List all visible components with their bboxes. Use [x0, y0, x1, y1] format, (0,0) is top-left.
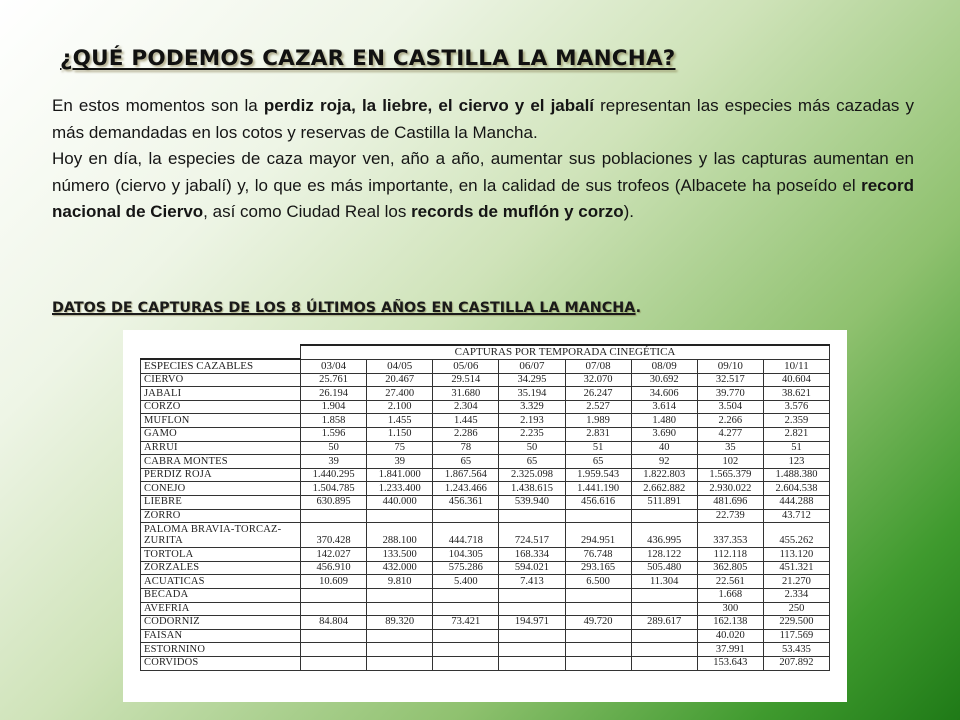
species-name-cell: GAMO	[141, 428, 301, 442]
capture-value-cell: 3.690	[631, 428, 697, 442]
capture-value-cell	[631, 629, 697, 643]
capture-value-cell: 362.805	[697, 561, 763, 575]
capture-value-cell	[301, 589, 367, 603]
capture-value-cell	[367, 589, 433, 603]
paragraph-2-text-b: , así como Ciudad Real los	[203, 202, 412, 221]
capture-value-cell: 26.247	[565, 387, 631, 401]
capture-value-cell: 1.488.380	[763, 468, 829, 482]
capture-value-cell: 40	[631, 441, 697, 455]
capture-value-cell	[367, 643, 433, 657]
capture-value-cell: 51	[763, 441, 829, 455]
capture-value-cell: 1.858	[301, 414, 367, 428]
species-name-cell: CABRA MONTES	[141, 455, 301, 469]
species-name-cell: TORTOLA	[141, 548, 301, 562]
capture-value-cell: 370.428	[301, 523, 367, 548]
capture-value-cell: 2.286	[433, 428, 499, 442]
capture-value-cell: 40.020	[697, 629, 763, 643]
capture-value-cell	[367, 656, 433, 670]
capture-value-cell: 194.971	[499, 616, 565, 630]
season-header: 03/04	[301, 359, 367, 373]
capture-value-cell: 142.027	[301, 548, 367, 562]
capture-value-cell: 112.118	[697, 548, 763, 562]
capture-value-cell: 2.662.882	[631, 482, 697, 496]
paragraph-2-text-a: Hoy en día, la especies de caza mayor ven, año a año, aumentar sus poblaciones y las capturas aumentan en número (ciervo y jabalí) y, lo que es más importante, en la calidad de sus trofeos (Albacete ha poseído el	[52, 149, 914, 195]
capture-value-cell: 26.194	[301, 387, 367, 401]
capture-value-cell: 294.951	[565, 523, 631, 548]
capture-value-cell: 456.910	[301, 561, 367, 575]
capture-value-cell	[301, 602, 367, 616]
table-row	[141, 548, 830, 562]
capture-value-cell: 34.606	[631, 387, 697, 401]
capture-value-cell: 575.286	[433, 561, 499, 575]
paragraph-1	[52, 93, 914, 146]
table-row	[141, 373, 830, 387]
capture-value-cell: 1.233.400	[367, 482, 433, 496]
paragraph-2-text-c: ).	[623, 202, 634, 221]
table-row	[141, 629, 830, 643]
capture-value-cell: 51	[565, 441, 631, 455]
season-header: 09/10	[697, 359, 763, 373]
species-name-cell: CODORNIZ	[141, 616, 301, 630]
capture-value-cell: 594.021	[499, 561, 565, 575]
capture-value-cell: 21.270	[763, 575, 829, 589]
capture-value-cell: 1.441.190	[565, 482, 631, 496]
capture-value-cell: 10.609	[301, 575, 367, 589]
capture-value-cell: 1.822.803	[631, 468, 697, 482]
table-body	[141, 373, 830, 670]
capture-value-cell: 39	[301, 455, 367, 469]
capture-value-cell: 2.193	[499, 414, 565, 428]
species-name-cell: PERDIZ ROJA	[141, 468, 301, 482]
capture-value-cell: 481.696	[697, 496, 763, 510]
capture-value-cell	[631, 643, 697, 657]
capture-value-cell: 455.262	[763, 523, 829, 548]
capture-value-cell	[565, 629, 631, 643]
capture-value-cell: 27.400	[367, 387, 433, 401]
capture-value-cell: 444.718	[433, 523, 499, 548]
species-name-cell: CORVIDOS	[141, 656, 301, 670]
capture-value-cell: 2.604.538	[763, 482, 829, 496]
capture-value-cell: 451.321	[763, 561, 829, 575]
table-row	[141, 523, 830, 548]
capture-value-cell: 1.243.466	[433, 482, 499, 496]
capture-value-cell: 133.500	[367, 548, 433, 562]
table-group-header: CAPTURAS POR TEMPORADA CINEGÉTICA	[301, 345, 830, 359]
capture-value-cell: 2.325.098	[499, 468, 565, 482]
table-row	[141, 455, 830, 469]
capture-value-cell: 38.621	[763, 387, 829, 401]
capture-value-cell: 456.616	[565, 496, 631, 510]
capture-value-cell: 6.500	[565, 575, 631, 589]
capture-value-cell: 162.138	[697, 616, 763, 630]
capture-value-cell	[631, 589, 697, 603]
capture-value-cell: 2.359	[763, 414, 829, 428]
capture-value-cell: 432.000	[367, 561, 433, 575]
species-name-cell: MUFLON	[141, 414, 301, 428]
capture-value-cell: 511.891	[631, 496, 697, 510]
capture-value-cell: 39.770	[697, 387, 763, 401]
capture-value-cell: 289.617	[631, 616, 697, 630]
season-header: 05/06	[433, 359, 499, 373]
capture-value-cell: 1.445	[433, 414, 499, 428]
capture-value-cell: 76.748	[565, 548, 631, 562]
capture-value-cell	[499, 602, 565, 616]
paragraph-1-text-b: representan las especies más cazadas y más demandadas en los cotos y reservas de Castilla la Mancha.	[52, 96, 915, 142]
capture-value-cell: 1.959.543	[565, 468, 631, 482]
paragraph-2-bold-a: record nacional de Ciervo	[52, 175, 914, 221]
capture-value-cell: 75	[367, 441, 433, 455]
capture-value-cell	[433, 589, 499, 603]
capture-value-cell	[631, 656, 697, 670]
capture-value-cell: 43.712	[763, 509, 829, 523]
capture-value-cell	[499, 589, 565, 603]
capture-value-cell: 337.353	[697, 523, 763, 548]
capture-value-cell	[433, 602, 499, 616]
species-name-cell: BECADA	[141, 589, 301, 603]
capture-value-cell: 89.320	[367, 616, 433, 630]
capture-value-cell	[499, 509, 565, 523]
capture-value-cell	[433, 643, 499, 657]
table-row	[141, 387, 830, 401]
capture-value-cell: 2.304	[433, 400, 499, 414]
table-row	[141, 482, 830, 496]
captures-table	[140, 344, 830, 671]
table-row	[141, 400, 830, 414]
capture-value-cell: 20.467	[367, 373, 433, 387]
capture-value-cell	[301, 656, 367, 670]
capture-value-cell: 123	[763, 455, 829, 469]
season-header: 04/05	[367, 359, 433, 373]
capture-value-cell	[433, 509, 499, 523]
paragraph-1-text-a: En estos momentos son la	[52, 96, 264, 115]
capture-value-cell: 444.288	[763, 496, 829, 510]
table-corner	[141, 345, 301, 359]
capture-value-cell: 724.517	[499, 523, 565, 548]
intro-text	[52, 93, 914, 226]
capture-value-cell: 50	[301, 441, 367, 455]
species-name-cell: FAISAN	[141, 629, 301, 643]
capture-value-cell	[433, 656, 499, 670]
paragraph-1-bold-a: perdiz roja, la liebre, el ciervo y el jabalí	[263, 96, 595, 115]
species-name-cell: ZORRO	[141, 509, 301, 523]
capture-value-cell: 102	[697, 455, 763, 469]
capture-value-cell: 207.892	[763, 656, 829, 670]
capture-value-cell: 84.804	[301, 616, 367, 630]
capture-value-cell	[565, 589, 631, 603]
capture-value-cell: 9.810	[367, 575, 433, 589]
species-header: ESPECIES CAZABLES	[141, 359, 301, 373]
capture-value-cell: 50	[499, 441, 565, 455]
species-name-cell: ESTORNINO	[141, 643, 301, 657]
capture-value-cell: 73.421	[433, 616, 499, 630]
subtitle-text: DATOS DE CAPTURAS DE LOS 8 ÚLTIMOS AÑOS EN CASTILLA LA MANCHA	[52, 300, 636, 316]
species-name-cell: ZORZALES	[141, 561, 301, 575]
capture-value-cell	[631, 602, 697, 616]
capture-value-cell: 65	[565, 455, 631, 469]
capture-value-cell: 2.334	[763, 589, 829, 603]
capture-value-cell: 436.995	[631, 523, 697, 548]
species-name-cell: CIERVO	[141, 373, 301, 387]
capture-value-cell: 53.435	[763, 643, 829, 657]
capture-value-cell	[367, 509, 433, 523]
capture-value-cell: 1.455	[367, 414, 433, 428]
capture-value-cell	[433, 629, 499, 643]
page-title: ¿QUÉ PODEMOS CAZAR EN CASTILLA LA MANCHA?	[60, 46, 676, 71]
table-row	[141, 414, 830, 428]
capture-value-cell: 30.692	[631, 373, 697, 387]
capture-value-cell	[499, 656, 565, 670]
captures-table-image	[123, 330, 847, 702]
capture-value-cell: 1.504.785	[301, 482, 367, 496]
table-row	[141, 575, 830, 589]
capture-value-cell: 65	[433, 455, 499, 469]
capture-value-cell: 288.100	[367, 523, 433, 548]
capture-value-cell	[499, 629, 565, 643]
capture-value-cell: 1.904	[301, 400, 367, 414]
capture-value-cell: 32.517	[697, 373, 763, 387]
capture-value-cell: 1.565.379	[697, 468, 763, 482]
capture-value-cell: 293.165	[565, 561, 631, 575]
capture-value-cell: 250	[763, 602, 829, 616]
capture-value-cell: 104.305	[433, 548, 499, 562]
capture-value-cell: 630.895	[301, 496, 367, 510]
capture-value-cell: 2.235	[499, 428, 565, 442]
table-row	[141, 561, 830, 575]
species-name-cell: PALOMA BRAVIA-TORCAZ-ZURITA	[141, 523, 301, 548]
capture-value-cell: 37.991	[697, 643, 763, 657]
capture-value-cell: 35.194	[499, 387, 565, 401]
table-row	[141, 468, 830, 482]
table-row	[141, 496, 830, 510]
capture-value-cell: 113.120	[763, 548, 829, 562]
capture-value-cell	[565, 602, 631, 616]
table-header-row	[141, 359, 830, 373]
table-row	[141, 441, 830, 455]
capture-value-cell: 2.930.022	[697, 482, 763, 496]
capture-value-cell: 1.150	[367, 428, 433, 442]
table-group-header-row	[141, 345, 830, 359]
capture-value-cell: 1.989	[565, 414, 631, 428]
capture-value-cell: 168.334	[499, 548, 565, 562]
species-name-cell: CONEJO	[141, 482, 301, 496]
capture-value-cell	[301, 629, 367, 643]
capture-value-cell	[499, 643, 565, 657]
capture-value-cell: 2.527	[565, 400, 631, 414]
capture-value-cell: 117.569	[763, 629, 829, 643]
table-subtitle	[52, 300, 641, 316]
capture-value-cell	[565, 656, 631, 670]
species-name-cell: CORZO	[141, 400, 301, 414]
species-name-cell: ARRUI	[141, 441, 301, 455]
capture-value-cell: 25.761	[301, 373, 367, 387]
table-row	[141, 656, 830, 670]
table-row	[141, 509, 830, 523]
capture-value-cell	[565, 643, 631, 657]
capture-value-cell	[301, 509, 367, 523]
capture-value-cell	[367, 629, 433, 643]
species-name-cell: ACUATICAS	[141, 575, 301, 589]
capture-value-cell: 49.720	[565, 616, 631, 630]
capture-value-cell: 2.100	[367, 400, 433, 414]
table-row	[141, 428, 830, 442]
capture-value-cell: 1.480	[631, 414, 697, 428]
capture-value-cell: 4.277	[697, 428, 763, 442]
capture-value-cell: 78	[433, 441, 499, 455]
capture-value-cell: 22.561	[697, 575, 763, 589]
species-name-cell: LIEBRE	[141, 496, 301, 510]
table-row	[141, 602, 830, 616]
capture-value-cell	[301, 643, 367, 657]
paragraph-2-bold-b: records de muflón y corzo	[411, 202, 624, 221]
capture-value-cell: 11.304	[631, 575, 697, 589]
capture-value-cell: 1.668	[697, 589, 763, 603]
capture-value-cell	[565, 509, 631, 523]
species-name-cell: JABALI	[141, 387, 301, 401]
capture-value-cell: 1.440.295	[301, 468, 367, 482]
capture-value-cell: 39	[367, 455, 433, 469]
capture-value-cell: 456.361	[433, 496, 499, 510]
capture-value-cell: 31.680	[433, 387, 499, 401]
capture-value-cell: 3.329	[499, 400, 565, 414]
capture-value-cell: 539.940	[499, 496, 565, 510]
capture-value-cell	[631, 509, 697, 523]
species-name-cell: AVEFRIA	[141, 602, 301, 616]
season-header: 10/11	[763, 359, 829, 373]
capture-value-cell: 1.596	[301, 428, 367, 442]
capture-value-cell: 92	[631, 455, 697, 469]
table-row	[141, 616, 830, 630]
capture-value-cell: 440.000	[367, 496, 433, 510]
capture-value-cell: 7.413	[499, 575, 565, 589]
capture-value-cell: 2.266	[697, 414, 763, 428]
capture-value-cell: 153.643	[697, 656, 763, 670]
paragraph-2	[52, 146, 914, 226]
capture-value-cell: 35	[697, 441, 763, 455]
capture-value-cell: 1.841.000	[367, 468, 433, 482]
capture-value-cell: 34.295	[499, 373, 565, 387]
table-row	[141, 643, 830, 657]
table-row	[141, 589, 830, 603]
capture-value-cell: 5.400	[433, 575, 499, 589]
capture-value-cell: 3.614	[631, 400, 697, 414]
capture-value-cell: 32.070	[565, 373, 631, 387]
capture-value-cell: 22.739	[697, 509, 763, 523]
capture-value-cell: 40.604	[763, 373, 829, 387]
season-header: 07/08	[565, 359, 631, 373]
capture-value-cell: 3.576	[763, 400, 829, 414]
capture-value-cell: 300	[697, 602, 763, 616]
subtitle-end: .	[635, 300, 641, 316]
capture-value-cell: 1.867.564	[433, 468, 499, 482]
capture-value-cell: 229.500	[763, 616, 829, 630]
capture-value-cell: 65	[499, 455, 565, 469]
capture-value-cell: 128.122	[631, 548, 697, 562]
capture-value-cell: 2.821	[763, 428, 829, 442]
capture-value-cell: 505.480	[631, 561, 697, 575]
season-header: 06/07	[499, 359, 565, 373]
capture-value-cell: 3.504	[697, 400, 763, 414]
capture-value-cell: 1.438.615	[499, 482, 565, 496]
capture-value-cell: 2.831	[565, 428, 631, 442]
season-header: 08/09	[631, 359, 697, 373]
capture-value-cell: 29.514	[433, 373, 499, 387]
capture-value-cell	[367, 602, 433, 616]
